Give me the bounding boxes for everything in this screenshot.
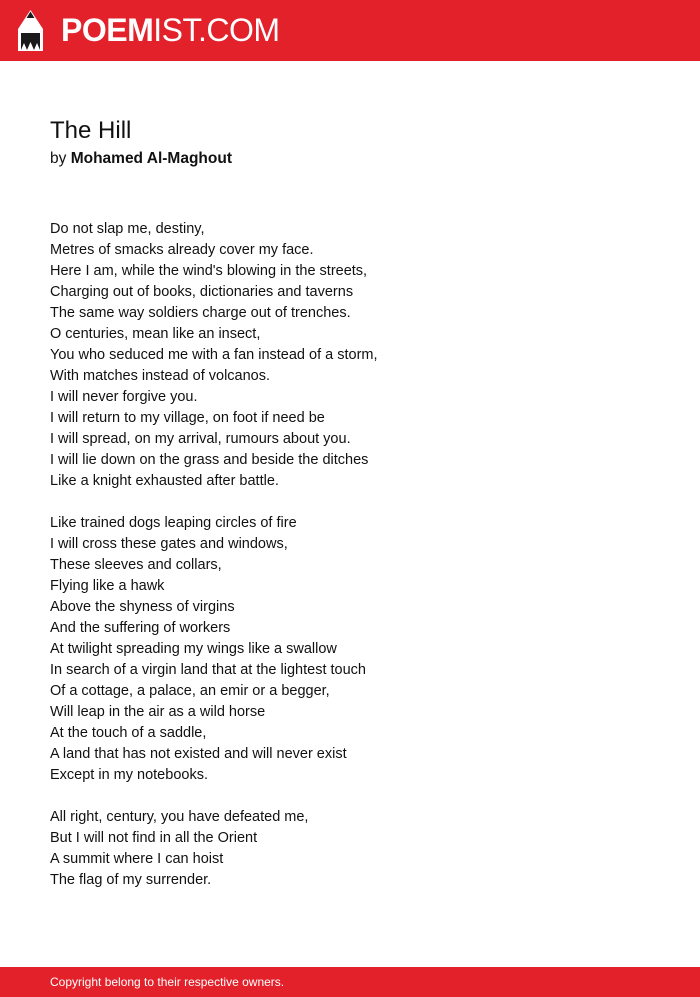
poem-line: Above the shyness of virgins (50, 599, 235, 615)
poem-line: Like trained dogs leaping circles of fire (50, 515, 297, 531)
poem-line: The flag of my surrender. (50, 872, 212, 888)
site-logo[interactable] (61, 12, 280, 48)
poem-line: O centuries, mean like an insect, (50, 326, 261, 342)
logo-wordmark-bold: POEM (61, 12, 154, 48)
logo-wordmark-light: IST.COM (153, 12, 280, 48)
site-footer (0, 967, 700, 997)
poem-line: Except in my notebooks. (50, 767, 208, 783)
poem-line: At the touch of a saddle, (50, 725, 207, 741)
poem-line: Do not slap me, destiny, (50, 221, 205, 237)
poem-line: Like a knight exhausted after battle. (50, 473, 279, 489)
poem-line: All right, century, you have defeated me, (50, 809, 309, 825)
poem-line: I will never forgive you. (50, 389, 198, 405)
poem-line: The same way soldiers charge out of trenches. (50, 305, 351, 321)
poem-author: Mohamed Al-Maghout (70, 150, 232, 167)
by-label: by (50, 150, 67, 167)
poem-line: In search of a virgin land that at the lightest touch (50, 662, 366, 678)
poem-stanza (50, 513, 650, 786)
poem-line: I will cross these gates and windows, (50, 536, 288, 552)
poem-line: Flying like a hawk (50, 578, 165, 594)
poem-line: I will spread, on my arrival, rumours about you. (50, 431, 351, 447)
poem-line: I will lie down on the grass and beside the ditches (50, 452, 369, 468)
poem-line: A land that has not existed and will never exist (50, 746, 347, 762)
pencil-tip-icon (18, 10, 43, 51)
poem-line: At twilight spreading my wings like a swallow (50, 641, 337, 657)
poem-line: A summit where I can hoist (50, 851, 224, 867)
poem-line: Will leap in the air as a wild horse (50, 704, 266, 720)
poem-line: Charging out of books, dictionaries and taverns (50, 284, 354, 300)
poem-byline (50, 148, 232, 170)
poem-stanza (50, 807, 650, 891)
poem-line: Metres of smacks already cover my face. (50, 242, 314, 258)
poem-line: These sleeves and collars, (50, 557, 222, 573)
poem-line: You who seduced me with a fan instead of a storm, (50, 347, 378, 363)
poem-line: I will return to my village, on foot if need be (50, 410, 325, 426)
poem-line: But I will not find in all the Orient (50, 830, 258, 846)
poem-stanza (50, 219, 650, 492)
poem-line: And the suffering of workers (50, 620, 231, 636)
poem-title: The Hill (50, 117, 132, 144)
copyright-notice: Copyright belong to their respective owners. (50, 975, 285, 989)
poem-body (50, 219, 650, 912)
site-header (0, 0, 700, 61)
poem-line: Of a cottage, a palace, an emir or a begger, (50, 683, 330, 699)
poem-line: With matches instead of volcanos. (50, 368, 271, 384)
poem-line: Here I am, while the wind's blowing in the streets, (50, 263, 368, 279)
